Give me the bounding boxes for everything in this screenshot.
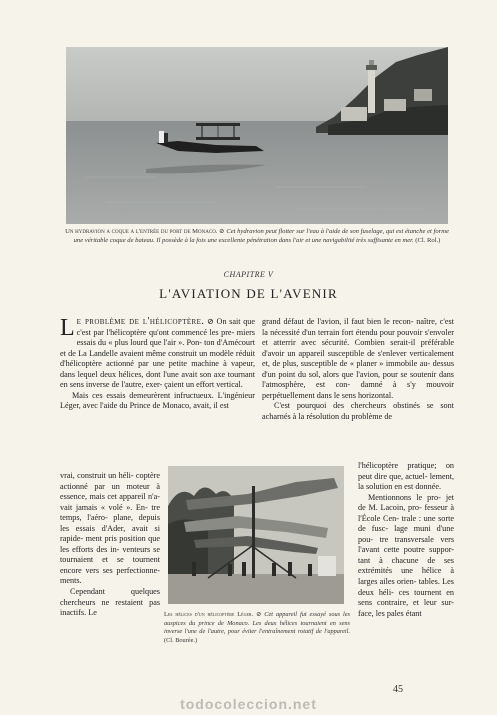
right-narrow-line-3: est donnée. [404,482,442,492]
left-narrow-line-4: vait jamais « volé ». En- [60,502,148,512]
right-p1-line-0: grand défaut de l'avion, il faut bien le recon- [262,317,414,326]
left-p2-line-0: Mais ces essais demeurèrent infructueux. [72,390,214,400]
left-p1-line-2: miers essais du « plus lourd que l'air ». Pon- [76,327,255,348]
left-p1-line-5: actionné par une petite machine à vapeur, [106,359,255,369]
left-p1-line-6: dans lequel deux hélices, dont l'une avait son [60,369,212,379]
left-p1-line-3: ton d'Amécourt et de La Landelle avaient [60,338,255,358]
helicopter-photo [168,466,344,604]
left-narrow-line-3: mais cet appareil n'a- [89,492,160,502]
left-column [60,317,255,412]
left-p1-line-0: On sait que c'est par [76,317,256,337]
drop-cap: L [60,315,75,341]
right-p1-line-4: susceptible de s'enlever verticalement et, de [262,348,454,369]
right-paragraph-1 [262,317,454,401]
left-narrow-paragraph-2 [60,587,160,619]
heading-symbol-icon: ⊘ [207,317,214,326]
caption-symbol-icon: ⊘ [256,611,262,618]
right-p1-line-9: sens horizontal. [341,390,394,400]
left-narrow-line-9: que les efforts des in- [60,534,160,554]
left-narrow-line-7: d'Ader, avait si rapide- [60,523,161,544]
right-narrow-line-12: extrémités une hélice [358,566,442,576]
right-narrow-line-10: cette poutre suppor- [383,545,455,555]
right-narrow-line-2: lement, la solution en [358,471,455,492]
left-p1-line-1: l'hélicoptère qu'ont commencé les pre- [106,327,235,337]
left-narrow-paragraph [60,471,160,587]
right-p1-line-6: dessus d'un point du sol, alors que l'avion, [262,359,455,379]
right-p1-line-8: damné à s'y mouvoir perpétuellement dans le [262,380,455,400]
left-p1-line-8: çaient un effort vertical. [164,380,243,390]
right-p1-line-5: plus, susceptible de « planer » immobile au- [282,359,431,369]
right-narrow-line-15: ces tournent en sens [358,587,455,608]
right-narrow-line-11: tant à chacune de ses [358,555,454,565]
right-narrow-line-6: fesseur à l'École Cen- [358,503,454,523]
left-p1-line-4: même construit un modèle réduit d'hélicoptère [60,348,255,369]
chapter-title: L'AVIATION DE L'AVENIR [159,286,338,301]
left-p2-line-2: Monaco, avait, il est [162,401,229,411]
section-heading: e problème de l'hélicoptère. [76,316,205,327]
right-narrow-line-14: tables. Les deux héli- [358,577,454,597]
right-p1-line-1: naître, c'est la nécessité d'un terrain fort étendu [262,317,454,337]
seaplane-caption-credit: (Cl. Rol.) [415,237,441,244]
right-narrow-line-8: lage muni d'une pou- [358,524,454,544]
helicopter-caption-label: Les hélices d'un hélicoptère Léger. [164,611,254,618]
left-p3-line-2: pas inactifs. Le [60,597,161,618]
right-p2-line-1: sont acharnés à la résolution du problème de [262,401,455,421]
left-narrow-line-12: vers ses perfectionne- [85,565,160,575]
left-narrow-line-1: coptère actionné par [60,471,161,491]
left-paragraph-2 [60,391,255,412]
right-narrow-line-16: contraire, et leur sur- [377,598,454,608]
left-p2-line-1: L'ingénieur Léger, avec l'aide du Prince de [60,390,255,411]
left-paragraph-1 [60,317,255,391]
left-narrow-line-2: un moteur à essence, [60,481,161,502]
seaplane-photo-image [66,47,448,224]
chapter-number: CHAPITRE V [223,270,274,279]
right-p2-line-0: C'est pourquoi des chercheurs obstinés se [274,401,434,411]
left-narrow-line-10: venteurs se tournaient [60,544,161,565]
page-number: 45 [393,684,403,695]
right-narrow-line-17: face, les pales étant [358,608,422,618]
right-p1-line-3: Combien serait-il préférable d'avoir un appareil [262,338,454,358]
seaplane-caption-label: Un hydravion a coque a l'entrée du port de Monaco. [65,228,218,235]
left-p3-line-0: Cependant quelques [70,587,160,597]
left-narrow-line-8: ment pris position [85,534,146,544]
helicopter-photo-image [168,466,344,604]
watermark: todocoleccion.net [180,696,317,712]
seaplane-caption-text: Cet hydravion peut flotter sur l'eau à l'aide de son fuselage, qui est étanche et forme une véritable coque de bateau. Il possède à la fois une excellente pénétration dans l'air et une navigabilité très suffisante en mer. [73,228,449,244]
right-narrow-line-13: à larges ailes orien- [358,566,455,587]
helicopter-photo-caption [164,611,350,645]
seaplane-photo-caption [60,227,454,245]
left-p3-line-1: chercheurs ne restaient [60,597,144,607]
right-narrow-line-9: tre transversale vers l'avant [358,534,455,555]
left-narrow-line-11: et se tournent encore [60,555,161,575]
left-p1-line-7: axe tournant en sens inverse de l'autre, exer- [60,369,256,390]
caption-symbol-icon: ⊘ [219,228,225,235]
left-narrow-line-0: vrai, construit un héli- [60,471,134,480]
right-column [262,317,454,422]
helicopter-caption-text: Cet appareil fut essayé sous les auspices du prince de Monaco. Les deux hélices tournaient en sens inverse l'une de l'autre, pour éviter l'entraînement rotatif de l'appareil. [164,611,350,636]
right-narrow-line-5: jet de M. Lacoin, pro- [358,492,454,513]
right-paragraph-2 [262,401,454,422]
right-narrow-column [358,461,454,619]
right-p1-line-2: pour pouvoir s'envoler et atterrir avec sécurité. [262,327,455,348]
left-narrow-line-13: ments. [60,576,82,586]
right-narrow-line-0: l'hélicoptère pratique; [358,461,437,470]
left-narrow-column [60,471,160,619]
seaplane-photo [66,47,448,224]
right-narrow-line-1: on peut dire que, actuel- [358,461,454,481]
right-narrow-paragraph-1 [358,461,454,493]
left-narrow-line-5: tre temps, l'aéro- [60,502,160,523]
right-narrow-line-7: trale : une sorte de fusc- [358,513,454,534]
right-p1-line-7: pour se soutenir dans l'atmosphère, est con- [262,369,454,390]
helicopter-caption-credit: (Cl. Bourée.) [164,636,198,644]
left-narrow-line-6: plane, depuis les essais [60,513,161,533]
right-narrow-paragraph-2 [358,493,454,620]
right-narrow-line-4: Mentionnons le pro- [368,492,441,502]
